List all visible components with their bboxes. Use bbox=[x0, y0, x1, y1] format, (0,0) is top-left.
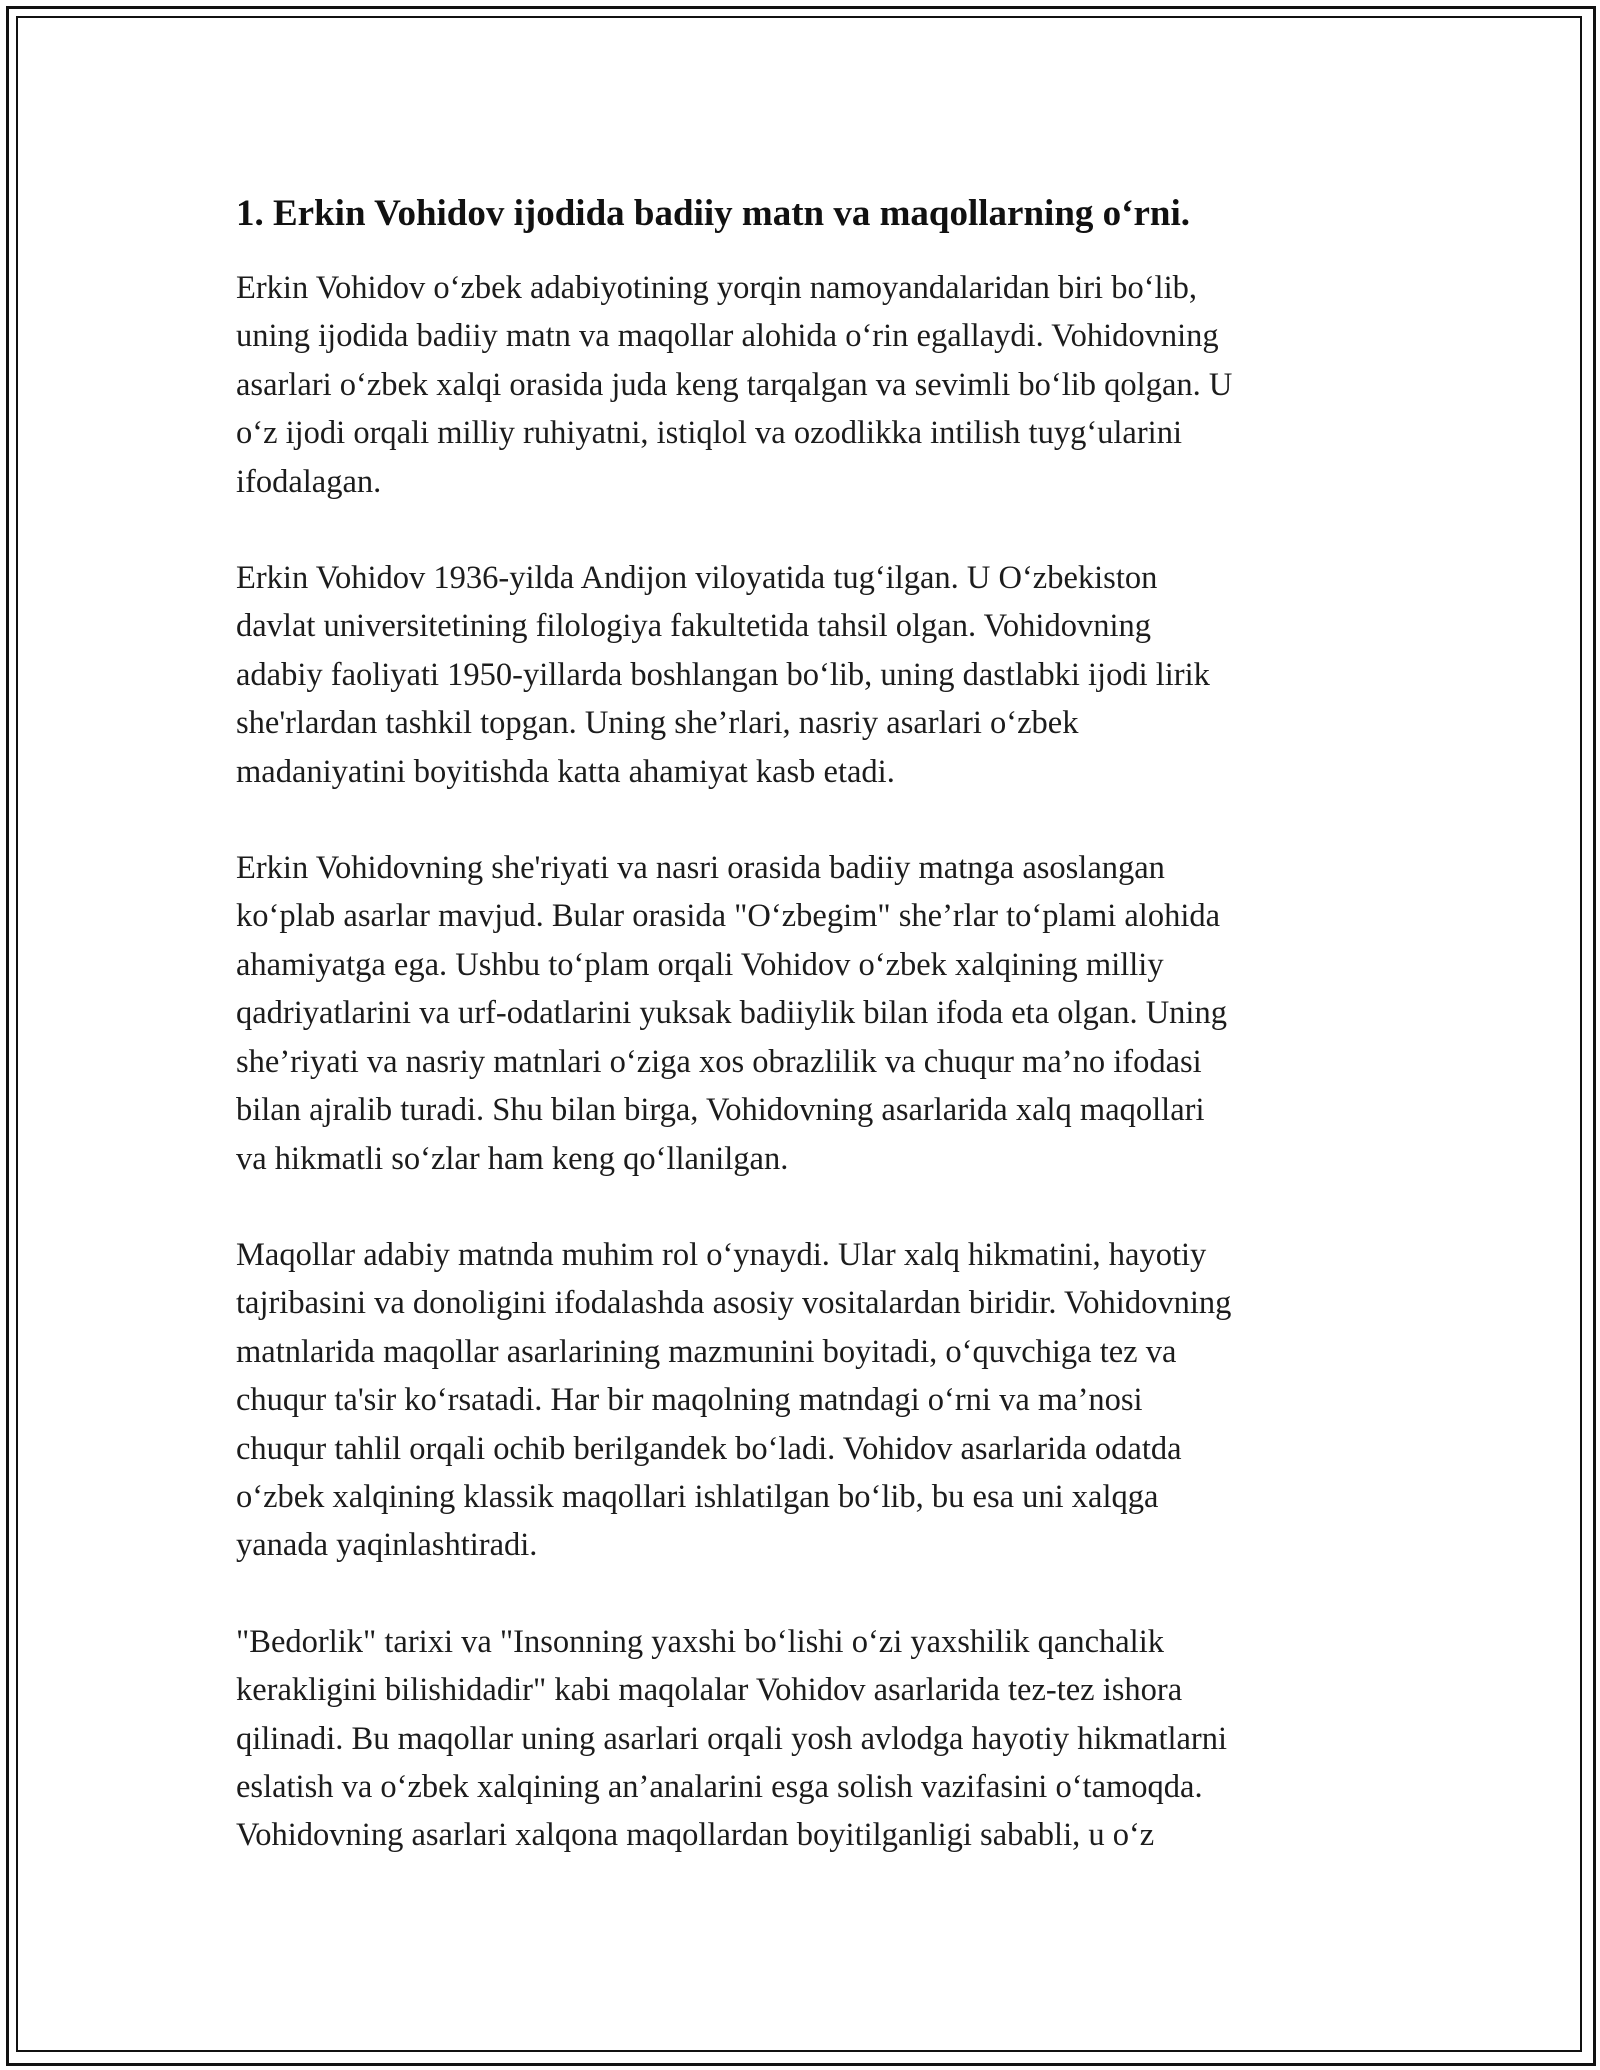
text-line: uning ijodida badiiy matn va maqollar alohida o‘rin egallaydi. Vohidovning bbox=[236, 318, 1219, 355]
text-line: "Bedorlik" tarixi va "Insonning yaxshi bo‘lishi o‘zi yaxshilik qanchalik bbox=[236, 1623, 1164, 1660]
paragraph-5 bbox=[236, 1618, 1376, 1860]
text-line: matnlarida maqollar asarlarining mazmunini boyitadi, o‘quvchiga tez va bbox=[236, 1333, 1177, 1370]
text-line: bilan ajralib turadi. Shu bilan birga, Vohidovning asarlarida xalq maqollari bbox=[236, 1092, 1205, 1129]
text-line: chuqur ta'sir ko‘rsatadi. Har bir maqolning matndagi o‘rni va ma’nosi bbox=[236, 1382, 1143, 1419]
text-line: ahamiyatga ega. Ushbu to‘plam orqali Vohidov o‘zbek xalqining milliy bbox=[236, 946, 1164, 983]
paragraph-4 bbox=[236, 1231, 1376, 1570]
section-heading: 1. Erkin Vohidov ijodida badiiy matn va maqollarning o‘rni. bbox=[236, 193, 1191, 234]
text-line: eslatish va o‘zbek xalqining an’analarini esga solish vazifasini o‘tamoqda. bbox=[236, 1768, 1203, 1805]
text-line: va hikmatli so‘zlar ham keng qo‘llanilgan. bbox=[236, 1140, 789, 1177]
paragraph-3 bbox=[236, 844, 1376, 1183]
text-line: o‘zbek xalqining klassik maqollari ishlatilgan bo‘lib, bu esa uni xalqga bbox=[236, 1478, 1159, 1515]
paragraph-1 bbox=[236, 264, 1376, 506]
text-line: Maqollar adabiy matnda muhim rol o‘ynaydi. Ular xalq hikmatini, hayotiy bbox=[236, 1236, 1207, 1273]
text-line: qadriyatlarini va urf-odatlarini yuksak badiiylik bilan ifoda eta olgan. Uning bbox=[236, 995, 1227, 1032]
text-line: she’riyati va nasriy matnlari o‘ziga xos obrazlilik va chuqur ma’no ifodasi bbox=[236, 1043, 1202, 1080]
text-line: adabiy faoliyati 1950-yillarda boshlangan bo‘lib, uning dastlabki ijodi lirik bbox=[236, 656, 1210, 693]
text-line: qilinadi. Bu maqollar uning asarlari orqali yosh avlodga hayotiy hikmatlarni bbox=[236, 1720, 1228, 1757]
text-line: tajribasini va donoligini ifodalashda asosiy vositalardan biridir. Vohidovning bbox=[236, 1285, 1232, 1322]
text-line: ifodalagan. bbox=[236, 463, 382, 500]
text-line: o‘z ijodi orqali milliy ruhiyatni, istiqlol va ozodlikka intilish tuyg‘ularini bbox=[236, 415, 1182, 452]
text-line: chuqur tahlil orqali ochib berilgandek bo‘ladi. Vohidov asarlarida odatda bbox=[236, 1430, 1182, 1467]
text-line: asarlari o‘zbek xalqi orasida juda keng tarqalgan va sevimli bo‘lib qolgan. U bbox=[236, 366, 1233, 403]
text-line: ko‘plab asarlar mavjud. Bular orasida "O‘zbegim" she’rlar to‘plami alohida bbox=[236, 898, 1221, 935]
text-line: Vohidovning asarlari xalqona maqollardan boyitilganligi sababli, u o‘z bbox=[236, 1817, 1155, 1854]
document-body bbox=[236, 188, 1376, 1908]
text-line: she'rlardan tashkil topgan. Uning she’rlari, nasriy asarlari o‘zbek bbox=[236, 705, 1079, 742]
text-line: davlat universitetining filologiya fakultetida tahsil olgan. Vohidovning bbox=[236, 608, 1151, 645]
text-line: kerakligini bilishidadir" kabi maqolalar Vohidov asarlarida tez-tez ishora bbox=[236, 1672, 1183, 1709]
text-line: Erkin Vohidov o‘zbek adabiyotining yorqin namoyandalaridan biri bo‘lib, bbox=[236, 270, 1197, 306]
text-line: madaniyatini boyitishda katta ahamiyat kasb etadi. bbox=[236, 753, 895, 790]
text-line: Erkin Vohidov 1936-yilda Andijon viloyatida tug‘ilgan. U O‘zbekiston bbox=[236, 560, 1158, 597]
text-line: yanada yaqinlashtiradi. bbox=[236, 1527, 538, 1564]
text-line: Erkin Vohidovning she'riyati va nasri orasida badiiy matnga asoslangan bbox=[236, 850, 1165, 887]
paragraph-2 bbox=[236, 554, 1376, 796]
